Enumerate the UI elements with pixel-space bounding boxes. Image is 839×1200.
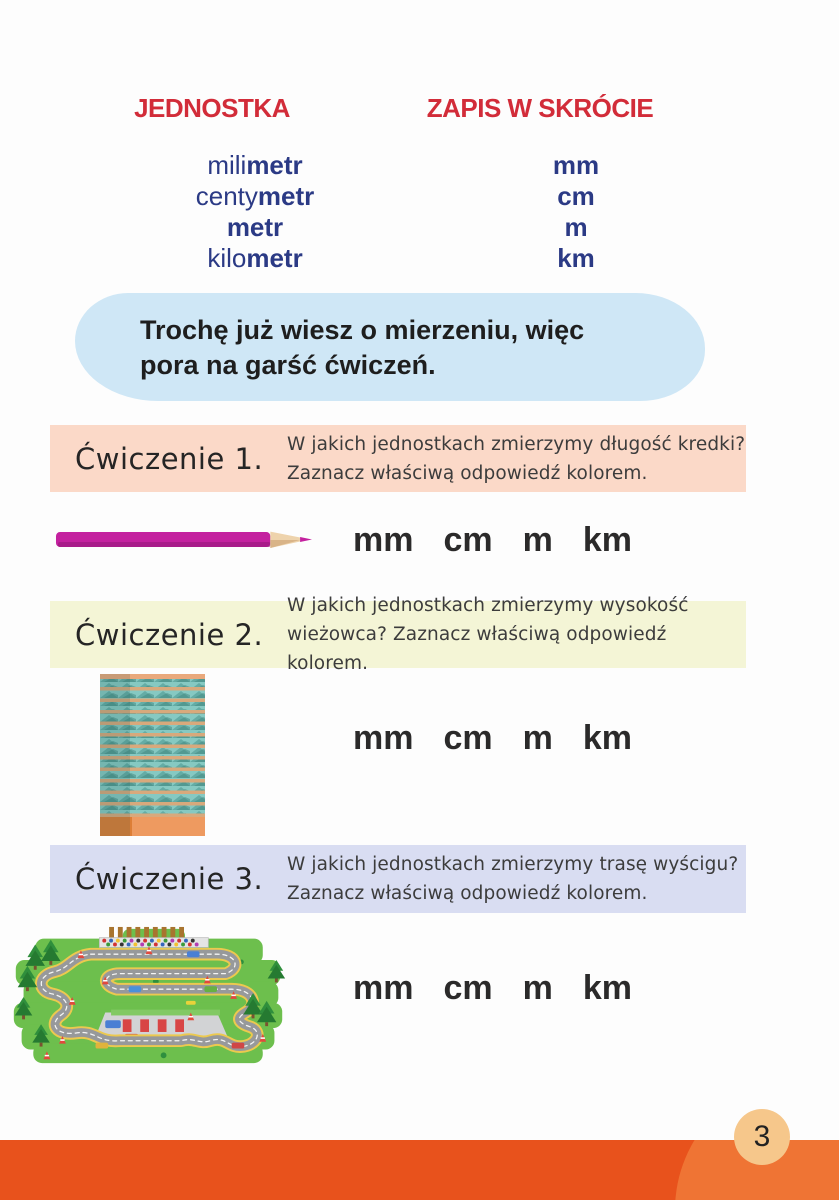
option-cm[interactable]: cm bbox=[443, 719, 493, 757]
option-mm[interactable]: mm bbox=[353, 521, 414, 559]
exercise-3-banner bbox=[50, 845, 746, 913]
racetrack-image bbox=[8, 923, 290, 1069]
unit-name bbox=[130, 212, 380, 243]
unit-prefix: kilo bbox=[207, 243, 247, 273]
exercise-2-question bbox=[287, 591, 746, 678]
exercise-1-question bbox=[287, 430, 745, 488]
exercise-2-label: Ćwiczenie 2. bbox=[75, 617, 264, 652]
exercise-1-label: Ćwiczenie 1. bbox=[75, 441, 264, 476]
option-m[interactable]: m bbox=[522, 521, 553, 559]
unit-name bbox=[130, 181, 380, 212]
exercise-3-question-line2: Zaznacz właściwą odpowiedź kolorem. bbox=[287, 883, 648, 904]
unit-root: metr bbox=[246, 150, 303, 180]
option-m[interactable]: m bbox=[522, 969, 553, 1007]
unit-abbr: mm bbox=[552, 150, 600, 180]
option-km[interactable]: km bbox=[582, 969, 632, 1007]
unit-name bbox=[130, 243, 380, 274]
pencil-image bbox=[55, 527, 313, 553]
unit-prefix: mili bbox=[207, 150, 247, 180]
option-km[interactable]: km bbox=[582, 719, 632, 757]
skyscraper-image bbox=[100, 674, 205, 836]
exercise-1-banner bbox=[50, 425, 746, 492]
unit-abbr: cm bbox=[557, 181, 595, 211]
exercise-1-question-line1: W jakich jednostkach zmierzymy długość kredki? bbox=[287, 433, 746, 455]
unit-abbrs-column bbox=[451, 150, 701, 274]
option-m[interactable]: m bbox=[522, 719, 553, 757]
exercise-2-question-line2: wieżowca? Zaznacz właściwą odpowiedź kolorem. bbox=[287, 624, 667, 674]
abbr-column-header: ZAPIS W SKRÓCIE bbox=[426, 93, 654, 123]
unit-root: metr bbox=[246, 243, 303, 273]
footer-band bbox=[0, 1140, 839, 1200]
exercise-3-question bbox=[287, 850, 738, 908]
intro-text bbox=[140, 313, 584, 383]
exercise-3-label: Ćwiczenie 3. bbox=[75, 862, 264, 896]
exercise-2-question-line1: W jakich jednostkach zmierzymy wysokość bbox=[287, 595, 689, 616]
units-column-header: JEDNOSTKA bbox=[134, 93, 290, 123]
unit-root: metr bbox=[257, 181, 315, 211]
intro-speech-bubble bbox=[75, 293, 705, 401]
page-number-badge bbox=[734, 1109, 790, 1165]
intro-text-line2: pora na garść ćwiczeń. bbox=[140, 350, 436, 380]
exercise-3-question-line1: W jakich jednostkach zmierzymy trasę wyścigu? bbox=[287, 854, 739, 875]
exercise-1-options bbox=[353, 521, 632, 560]
option-mm[interactable]: mm bbox=[353, 969, 414, 1007]
intro-text-line1: Trochę już wiesz o mierzeniu, więc bbox=[140, 315, 585, 345]
page-number: 3 bbox=[753, 1120, 771, 1153]
exercise-1-question-line2: Zaznacz właściwą odpowiedź kolorem. bbox=[287, 462, 648, 484]
option-cm[interactable]: cm bbox=[443, 521, 493, 559]
exercise-3-options bbox=[353, 969, 632, 1008]
unit-name bbox=[130, 150, 380, 181]
option-km[interactable]: km bbox=[582, 521, 632, 559]
option-cm[interactable]: cm bbox=[443, 969, 493, 1007]
unit-root: metr bbox=[226, 212, 284, 242]
exercise-2-banner bbox=[50, 595, 746, 674]
option-mm[interactable]: mm bbox=[353, 719, 414, 757]
unit-abbr: km bbox=[557, 243, 595, 273]
unit-prefix: centy bbox=[195, 181, 258, 211]
unit-names-column bbox=[130, 150, 380, 274]
exercise-2-options bbox=[353, 719, 632, 758]
unit-abbr: m bbox=[564, 212, 588, 242]
